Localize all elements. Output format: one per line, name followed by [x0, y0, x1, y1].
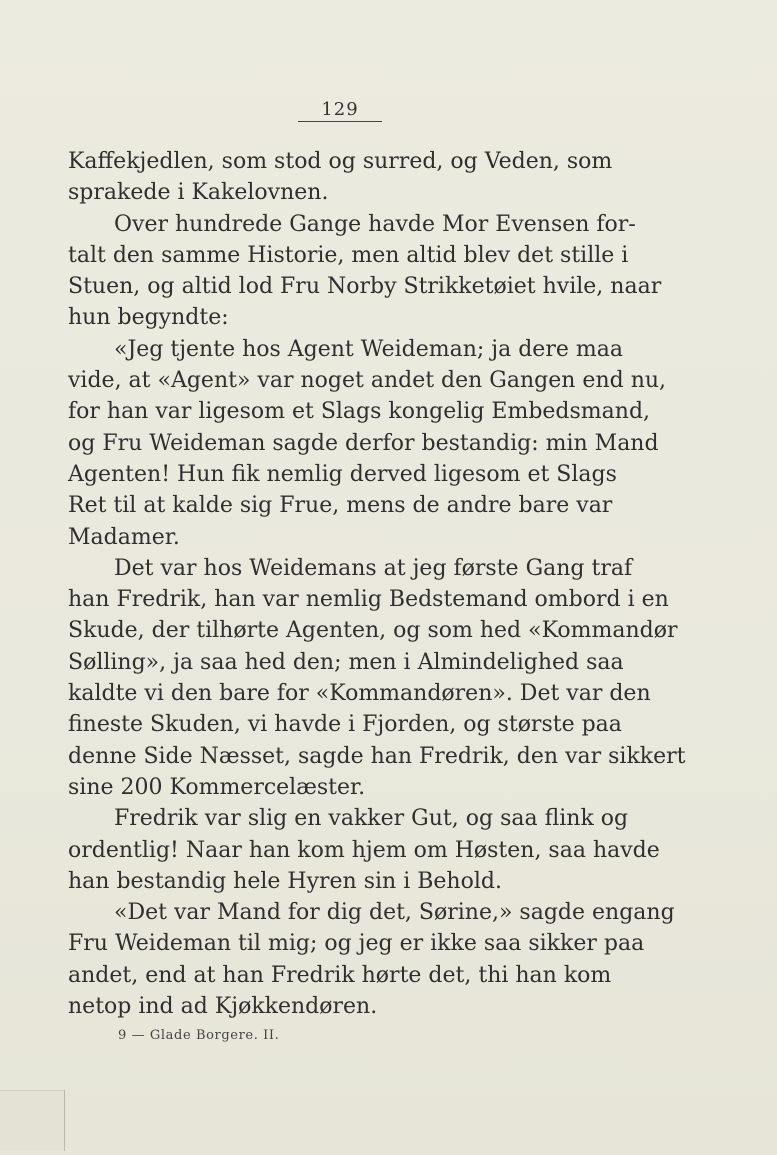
scan-corner-mark	[0, 1090, 65, 1151]
text-line: Fru Weideman til mig; og jeg er ikke saa sikker paa	[68, 931, 645, 957]
text-line: Agenten! Hun fik nemlig derved ligesom et Slags	[68, 461, 617, 487]
printer-signature: 9 — Glade Borgere. II.	[118, 1028, 280, 1043]
text-line: Skude, der tilhørte Agenten, og som hed «Kommandør	[68, 618, 678, 644]
text-line: Madamer.	[68, 524, 180, 550]
text-line: «Jeg tjente hos Agent Weideman; ja dere maa	[114, 336, 623, 362]
text-line: han Fredrik, han var nemlig Bedstemand ombord i en	[68, 587, 669, 613]
text-line: Det var hos Weidemans at jeg første Gang traf	[114, 555, 633, 581]
text-line: og Fru Weideman sagde derfor bestandig: min Mand	[68, 430, 659, 456]
text-line: fineste Skuden, vi havde i Fjorden, og største paa	[68, 712, 622, 738]
text-line: Kaffekjedlen, som stod og surred, og Veden, som	[68, 149, 613, 174]
text-line: Over hundrede Gange havde Mor Evensen for-	[114, 211, 636, 237]
text-line: Ret til at kalde sig Frue, mens de andre bare var	[68, 493, 613, 519]
text-line: denne Side Næsset, sagde han Fredrik, den var sikkert	[68, 743, 686, 769]
text-line: Sølling», ja saa hed den; men i Almindelighed saa	[68, 649, 624, 675]
text-line: Stuen, og altid lod Fru Norby Strikketøiet hvile, naar	[68, 274, 662, 300]
text-line: Fredrik var slig en vakker Gut, og saa flink og	[114, 806, 629, 832]
text-line: sine 200 Kommercelæster.	[68, 774, 366, 800]
text-line: kaldte vi den bare for «Kommandøren». Det var den	[68, 681, 651, 707]
text-line: netop ind ad Kjøkkendøren.	[68, 994, 378, 1020]
text-line: vide, at «Agent» var noget andet den Gangen end nu,	[68, 368, 667, 394]
text-line: talt den samme Historie, men altid blev det stille i	[68, 242, 629, 268]
text-line: for han var ligesom et Slags kongelig Embedsmand,	[68, 399, 651, 425]
text-line: hun begyndte:	[68, 305, 229, 331]
body-text	[68, 146, 686, 1022]
text-line: sprakede i Kakelovnen.	[68, 180, 329, 206]
text-line: andet, end at han Fredrik hørte det, thi han kom	[68, 962, 612, 988]
text-line: «Det var Mand for dig det, Sørine,» sagde engang	[114, 900, 675, 926]
page-number: 129	[298, 100, 382, 122]
text-line: han bestandig hele Hyren sin i Behold.	[68, 868, 502, 894]
text-line: ordentlig! Naar han kom hjem om Høsten, saa havde	[68, 837, 660, 863]
